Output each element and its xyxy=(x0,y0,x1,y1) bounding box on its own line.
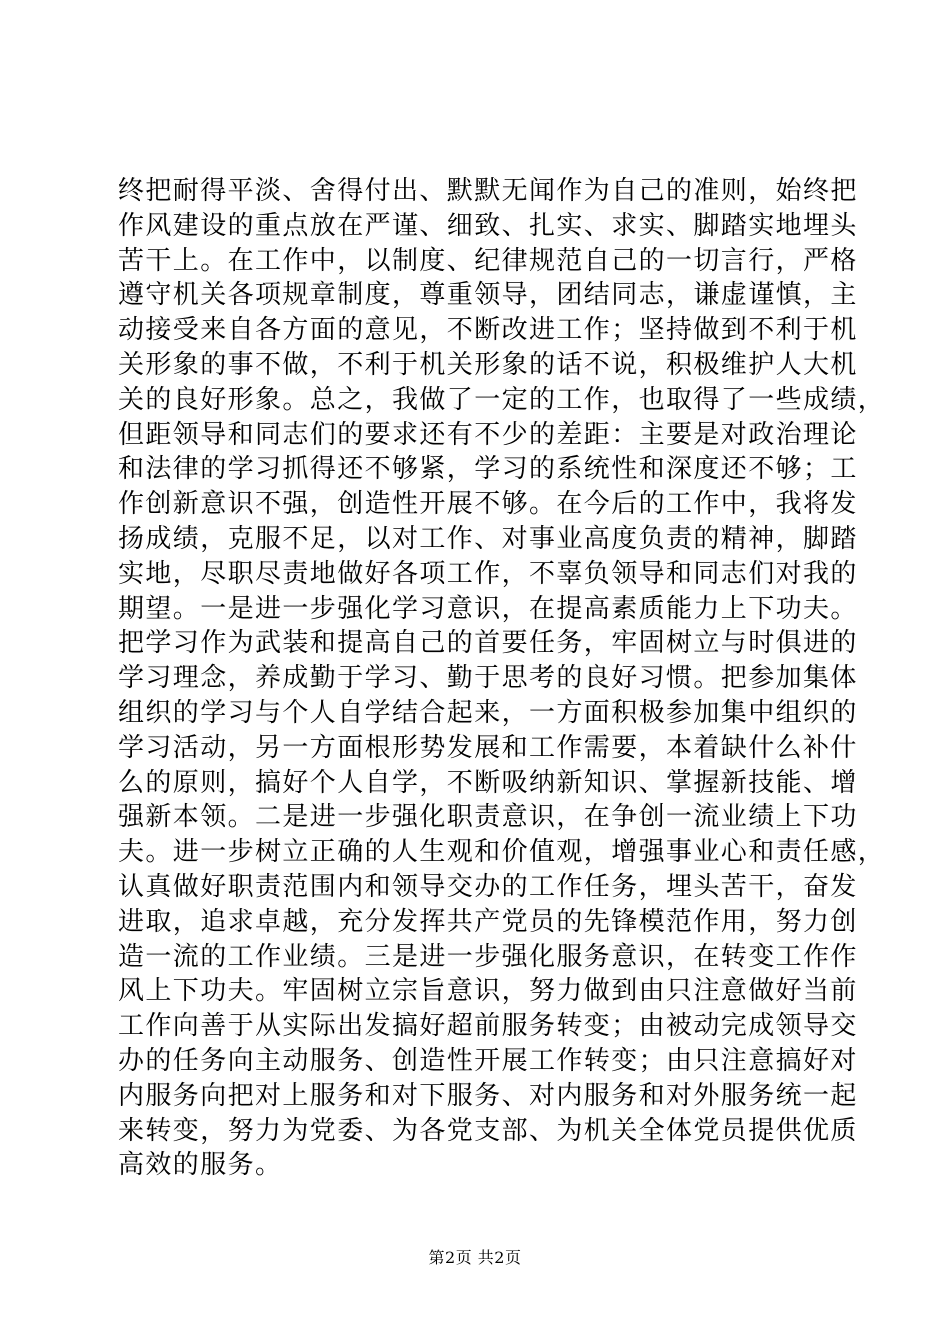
text-line: 动接受来自各方面的意见，不断改进工作；坚持做到不利于机 xyxy=(118,315,858,346)
text-line: 作创新意识不强，创造性开展不够。在今后的工作中，我将发 xyxy=(118,489,858,520)
text-line: 作风建设的重点放在严谨、细致、扎实、求实、脚踏实地埋头 xyxy=(118,210,858,241)
text-line: 苦干上。在工作中，以制度、纪律规范自己的一切言行，严格 xyxy=(118,245,858,276)
text-line: 办的任务向主动服务、创造性开展工作转变；由只注意搞好对 xyxy=(118,1045,858,1076)
text-line: 学习理念，养成勤于学习、勤于思考的良好习惯。把参加集体 xyxy=(118,663,858,694)
body-paragraph xyxy=(118,174,886,1183)
text-line: 和法律的学习抓得还不够紧，学习的系统性和深度还不够；工 xyxy=(118,454,858,485)
text-line: 夫。进一步树立正确的人生观和价值观，增强事业心和责任感， xyxy=(118,837,886,868)
text-line: 造一流的工作业绩。三是进一步强化服务意识，在转变工作作 xyxy=(118,941,858,972)
text-line: 风上下功夫。牢固树立宗旨意识，努力做到由只注意做好当前 xyxy=(118,976,858,1007)
text-line: 认真做好职责范围内和领导交办的工作任务，埋头苦干，奋发 xyxy=(118,871,858,902)
text-line: 把学习作为武装和提高自己的首要任务，牢固树立与时俱进的 xyxy=(118,628,858,659)
text-line: 终把耐得平淡、舍得付出、默默无闻作为自己的准则，始终把 xyxy=(118,176,858,206)
text-line: 实地，尽职尽责地做好各项工作，不辜负领导和同志们对我的 xyxy=(118,558,858,589)
text-line: 进取，追求卓越，充分发挥共产党员的先锋模范作用，努力创 xyxy=(118,906,858,937)
page-number-footer: 第2页 共2页 xyxy=(428,1248,522,1267)
text-line: 关形象的事不做，不利于机关形象的话不说，积极维护人大机 xyxy=(118,349,858,380)
text-line: 工作向善于从实际出发搞好超前服务转变；由被动完成领导交 xyxy=(118,1011,858,1042)
text-line: 遵守机关各项规章制度，尊重领导，团结同志，谦虚谨慎，主 xyxy=(118,280,858,311)
text-line: 高效的服务。 xyxy=(118,1150,283,1181)
text-line: 组织的学习与个人自学结合起来，一方面积极参加集中组织的 xyxy=(118,697,858,728)
text-line: 关的良好形象。总之，我做了一定的工作，也取得了一些成绩， xyxy=(118,384,886,415)
text-line: 期望。一是进一步强化学习意识，在提高素质能力上下功夫。 xyxy=(118,593,858,624)
text-line: 强新本领。二是进一步强化职责意识，在争创一流业绩上下功 xyxy=(118,802,858,833)
text-line: 来转变，努力为党委、为各党支部、为机关全体党员提供优质 xyxy=(118,1115,858,1146)
text-line: 学习活动，另一方面根形势发展和工作需要，本着缺什么补什 xyxy=(118,732,858,763)
text-line: 内服务向把对上服务和对下服务、对内服务和对外服务统一起 xyxy=(118,1080,858,1111)
text-line: 扬成绩，克服不足，以对工作、对事业高度负责的精神，脚踏 xyxy=(118,523,858,554)
text-line: 但距领导和同志们的要求还有不少的差距：主要是对政治理论 xyxy=(118,419,858,450)
text-line: 么的原则，搞好个人自学，不断吸纳新知识、掌握新技能、增 xyxy=(118,767,858,798)
